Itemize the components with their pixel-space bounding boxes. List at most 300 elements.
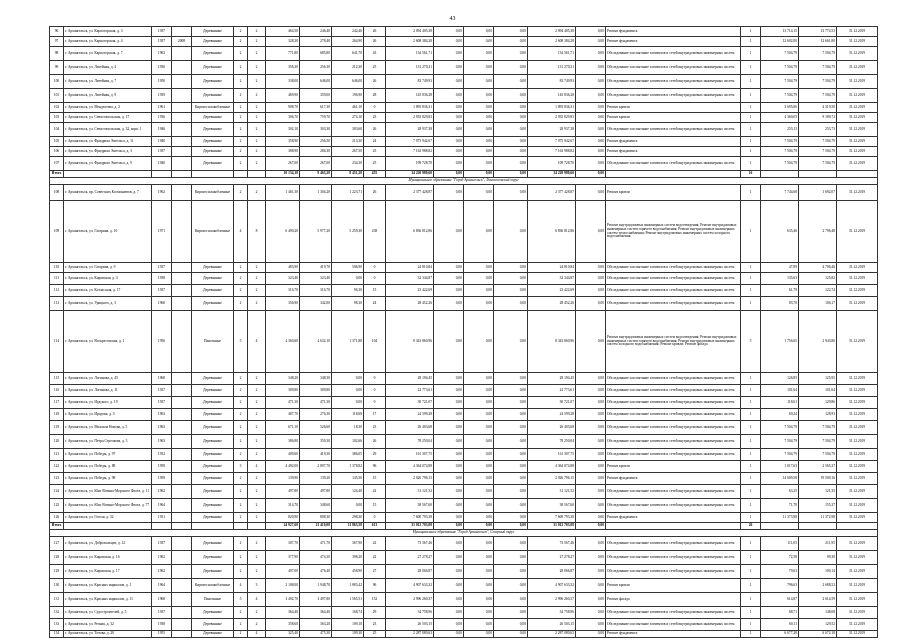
row-number-cell: 113: [50, 297, 64, 311]
total-area-cell: 820,90: [266, 513, 300, 523]
total-area-cell: 908,70: [266, 103, 300, 113]
owned-area-cell: 18,30: [332, 421, 364, 435]
other-funds-cell: 0,00: [576, 103, 606, 113]
federal-funds-cell: 0,00: [434, 619, 464, 631]
work-count-cell: 1: [741, 137, 761, 147]
total-area-cell: 487,70: [266, 409, 300, 421]
federal-funds-cell: 0,00: [434, 593, 464, 607]
floors-cell: 2: [234, 449, 248, 461]
year-built-cell: 1962: [152, 565, 172, 579]
entrances-cell: 2: [248, 397, 266, 409]
floors-cell: 2: [234, 409, 248, 421]
deadline-cell: 31.12.2019: [837, 537, 878, 551]
year-built-cell: 1950: [152, 75, 172, 89]
owner-funds-cell: 7 163 988,82: [528, 147, 576, 157]
floors-cell: [234, 523, 248, 530]
regional-funds-cell: 0,00: [464, 89, 494, 103]
residential-area-cell: 3 497,80: [300, 593, 332, 607]
total-cost-cell: 73 567,46: [386, 537, 434, 551]
year-rebuilt-cell: [172, 103, 192, 113]
unit-cost-cell: 60,11: [761, 619, 799, 631]
other-funds-cell: 0,00: [576, 485, 606, 499]
owned-area-cell: 506,90: [332, 263, 364, 273]
floors-cell: 2: [234, 185, 248, 201]
year-rebuilt-cell: [172, 461, 192, 473]
row-number-cell: Итого: [50, 523, 64, 530]
row-number-cell: 116: [50, 385, 64, 397]
residential-area-cell: 323,40: [300, 273, 332, 285]
work-count-cell: 5: [741, 311, 761, 373]
owned-area-cell: 646,00: [332, 75, 364, 89]
entrances-cell: 2: [248, 263, 266, 273]
municipal-funds-cell: 0,00: [494, 523, 528, 530]
federal-funds-cell: 0,00: [434, 297, 464, 311]
address-cell: г. Архангельск, ул. Кировская, д. 3: [64, 273, 152, 285]
year-rebuilt-cell: [172, 421, 192, 435]
work-count-cell: 1: [741, 113, 761, 123]
year-rebuilt-cell: [172, 113, 192, 123]
table-row: [50, 103, 878, 113]
year-built-cell: 1940: [152, 157, 172, 171]
wall-material-cell: Деревянные: [192, 473, 234, 485]
address-cell: г. Архангельск, ул. Литейная, д. 4: [64, 61, 152, 75]
municipal-funds-cell: 0,00: [494, 273, 528, 285]
federal-funds-cell: 0,00: [434, 263, 464, 273]
entrances-cell: 2: [248, 435, 266, 449]
entrances-cell: 2: [248, 409, 266, 421]
entrances-cell: 2: [248, 47, 266, 61]
work-type-cell: Ремонт кровли: [606, 185, 741, 201]
total-area-cell: 10 134,10: [266, 171, 300, 178]
address-cell: г. Архангельск, ул. Воскресенская, д. 1: [64, 311, 152, 373]
federal-funds-cell: 0,00: [434, 27, 464, 37]
federal-funds-cell: 0,00: [434, 421, 464, 435]
year-built-cell: 1937: [152, 385, 172, 397]
total-area-cell: 306,70: [266, 113, 300, 123]
owner-funds-cell: 109 728,70: [528, 157, 576, 171]
unit-cost-cell: 14 609,58: [761, 473, 799, 485]
table-row: [50, 157, 878, 171]
municipal-funds-cell: 0,00: [494, 499, 528, 513]
entrances-cell: 2: [248, 473, 266, 485]
federal-funds-cell: 0,00: [434, 473, 464, 485]
regional-funds-cell: 0,00: [464, 551, 494, 565]
work-count-cell: 1: [741, 147, 761, 157]
year-rebuilt-cell: [172, 123, 192, 137]
table-row: [50, 385, 878, 397]
owned-area-cell: 0,00: [332, 397, 364, 409]
floors-cell: 2: [234, 37, 248, 47]
residents-cell: 24: [364, 137, 386, 147]
work-count-cell: 16: [741, 171, 761, 178]
unit-cost-cell: 1 017,63: [761, 461, 799, 473]
other-funds-cell: 0,00: [576, 373, 606, 385]
other-funds-cell: 0,00: [576, 513, 606, 523]
total-area-cell: 4 492,00: [266, 461, 300, 473]
row-number-cell: 129: [50, 565, 64, 579]
federal-funds-cell: 0,00: [434, 485, 464, 499]
row-number-cell: 121: [50, 449, 64, 461]
owner-funds-cell: 24 810,84: [528, 263, 576, 273]
table-row: [50, 61, 878, 75]
municipal-funds-cell: 0,00: [494, 297, 528, 311]
work-count-cell: 1: [741, 185, 761, 201]
other-funds-cell: 0,00: [576, 537, 606, 551]
table-row: [50, 27, 878, 37]
floors-cell: 2: [234, 385, 248, 397]
owned-area-cell: 0,00: [332, 499, 364, 513]
residential-area-cell: 471,70: [300, 537, 332, 551]
unit-cost-cell: 79,63: [761, 565, 799, 579]
regional-funds-cell: 0,00: [464, 185, 494, 201]
federal-funds-cell: 0,00: [434, 89, 464, 103]
section-title: Муниципальное образование "Город Архангельск", Ломоносовский округ: [50, 178, 878, 185]
wall-material-cell: Деревянные: [192, 147, 234, 157]
work-count-cell: 1: [741, 103, 761, 113]
entrances-cell: 2: [248, 157, 266, 171]
residential-area-cell: 256,30: [300, 61, 332, 75]
regional-funds-cell: 0,00: [464, 37, 494, 47]
residents-cell: 0: [364, 373, 386, 385]
owned-area-cell: 1 565,51: [332, 593, 364, 607]
unit-cost-cell: 72,58: [761, 551, 799, 565]
deadline-cell: 31.12.2019: [837, 565, 878, 579]
address-cell: г. Архангельск, ул. Карпогорская, д. 4: [64, 37, 152, 47]
regional-funds-cell: 0,00: [464, 579, 494, 593]
unit-cost-cell: 61,79: [761, 285, 799, 297]
unit-cost-cell: 796,63: [761, 579, 799, 593]
table-row: [50, 499, 878, 513]
total-cost-cell: 2 026 796,15: [386, 473, 434, 485]
other-funds-cell: 0,00: [576, 385, 606, 397]
municipal-funds-cell: 0,00: [494, 113, 528, 123]
max-unit-cost-cell: 2 614,59: [799, 593, 837, 607]
work-count-cell: 1: [741, 593, 761, 607]
regional-funds-cell: 0,00: [464, 385, 494, 397]
owned-area-cell: 102,66: [332, 435, 364, 449]
work-type-cell: Обследование и испытание элементов и сетей внутридомовых инженерных систем: [606, 619, 741, 631]
max-unit-cost-cell: 7 504,79: [799, 61, 837, 75]
federal-funds-cell: 0,00: [434, 607, 464, 619]
residents-cell: 29: [364, 449, 386, 461]
total-cost-cell: 31 121,52: [386, 485, 434, 499]
total-cost-cell: 7 600 793,38: [386, 513, 434, 523]
table-row: [50, 485, 878, 499]
total-area-cell: 386,80: [266, 435, 300, 449]
unit-cost-cell: 11 373,98: [761, 513, 799, 523]
residential-area-cell: 497,80: [300, 485, 332, 499]
row-number-cell: 114: [50, 311, 64, 373]
year-rebuilt-cell: [172, 89, 192, 103]
year-built-cell: 1937: [152, 285, 172, 297]
unit-cost-cell: 126,85: [761, 373, 799, 385]
year-rebuilt-cell: [172, 551, 192, 565]
year-rebuilt-cell: [172, 201, 192, 263]
work-type-cell: Обследование и испытание элементов и сетей внутридомовых инженерных систем: [606, 157, 741, 171]
row-number-cell: 115: [50, 373, 64, 385]
municipal-funds-cell: 0,00: [494, 579, 528, 593]
address-cell: г. Архангельск, ул. Красных маршалов, д. 11: [64, 593, 152, 607]
owner-funds-cell: 28 937,38: [528, 123, 576, 137]
year-built-cell: 1962: [152, 551, 172, 565]
municipal-funds-cell: 0,00: [494, 147, 528, 157]
wall-material-cell: Деревянные: [192, 409, 234, 421]
max-unit-cost-cell: 121,35: [799, 485, 837, 499]
work-type-cell: Ремонт фасада: [606, 593, 741, 607]
residents-cell: 15: [364, 473, 386, 485]
owned-area-cell: 386,05: [332, 449, 364, 461]
deadline-cell: 31.12.2019: [837, 421, 878, 435]
year-rebuilt-cell: [172, 373, 192, 385]
work-type-cell: Обследование и испытание элементов и сетей внутридомовых инженерных систем: [606, 551, 741, 565]
year-built-cell: 1938: [152, 273, 172, 285]
floors-cell: 2: [234, 75, 248, 89]
municipal-funds-cell: 0,00: [494, 47, 528, 61]
total-cost-cell: 34 758,96: [386, 607, 434, 619]
regional-funds-cell: 0,00: [464, 499, 494, 513]
total-area-cell: 3 492,70: [266, 593, 300, 607]
year-rebuilt-cell: [172, 397, 192, 409]
deadline-cell: 31.12.2019: [837, 285, 878, 297]
year-built-cell: 1961: [152, 103, 172, 113]
year-built-cell: 1939: [152, 89, 172, 103]
floors-cell: 2: [234, 157, 248, 171]
deadline-cell: 31.12.2019: [837, 137, 878, 147]
entrances-cell: 2: [248, 485, 266, 499]
max-unit-cost-cell: 99,30: [799, 551, 837, 565]
municipal-funds-cell: 0,00: [494, 103, 528, 113]
work-count-cell: 1: [741, 461, 761, 473]
residential-area-cell: 646,00: [300, 75, 332, 89]
total-area-cell: 483,90: [266, 263, 300, 273]
residential-area-cell: 1 304,20: [300, 185, 332, 201]
work-count-cell: 26: [741, 523, 761, 530]
unit-cost-cell: 101,64: [761, 385, 799, 397]
floors-cell: 2: [234, 137, 248, 147]
other-funds-cell: 0,00: [576, 631, 606, 638]
work-type-cell: Обследование и испытание элементов и сетей внутридомовых инженерных систем: [606, 263, 741, 273]
total-area-cell: 302,10: [266, 123, 300, 137]
wall-material-cell: Деревянные: [192, 485, 234, 499]
entrances-cell: 2: [248, 37, 266, 47]
entrances-cell: 2: [248, 75, 266, 89]
entrances-cell: 4: [248, 631, 266, 638]
year-rebuilt-cell: [172, 409, 192, 421]
work-count-cell: 1: [741, 499, 761, 513]
max-unit-cost-cell: 125,82: [799, 273, 837, 285]
residents-cell: 17: [364, 409, 386, 421]
unit-cost-cell: [761, 171, 799, 178]
address-cell: г. Архангельск, ул. Гагарина, д. 9: [64, 263, 152, 273]
deadline-cell: 31.12.2019: [837, 385, 878, 397]
year-rebuilt-cell: [172, 499, 192, 513]
floors-cell: 2: [234, 103, 248, 113]
work-type-cell: Обследование и испытание элементов и сетей внутридомовых инженерных систем: [606, 435, 741, 449]
work-count-cell: 1: [741, 631, 761, 638]
table-row: [50, 607, 878, 619]
row-number-cell: 118: [50, 409, 64, 421]
work-type-cell: Обследование и испытание элементов и сетей внутридомовых инженерных систем: [606, 385, 741, 397]
other-funds-cell: 0,00: [576, 297, 606, 311]
entrances-cell: 3: [248, 579, 266, 593]
wall-material-cell: Деревянные: [192, 89, 234, 103]
federal-funds-cell: 0,00: [434, 311, 464, 373]
address-cell: г. Архангельск, ул. Кировская, д. 16: [64, 551, 152, 565]
total-area-cell: 139,90: [266, 473, 300, 485]
total-cost-cell: 28 194,45: [386, 373, 434, 385]
unit-cost-cell: 7 504,79: [761, 435, 799, 449]
federal-funds-cell: 0,00: [434, 579, 464, 593]
year-rebuilt-cell: 2008: [172, 37, 192, 47]
work-type-cell: Ремонт кровли: [606, 113, 741, 123]
entrances-cell: 2: [248, 123, 266, 137]
total-cost-cell: 134 561,71: [386, 47, 434, 61]
table-row: [50, 75, 878, 89]
owner-funds-cell: 1 895 836,31: [528, 103, 576, 113]
municipal-funds-cell: 0,00: [494, 461, 528, 473]
table-row: [50, 273, 878, 285]
entrances-cell: [248, 171, 266, 178]
owned-area-cell: 124,40: [332, 485, 364, 499]
work-type-cell: Обследование и испытание элементов и сетей внутридомовых инженерных систем: [606, 61, 741, 75]
deadline-cell: 31.12.2019: [837, 37, 878, 47]
owned-area-cell: 242,46: [332, 27, 364, 37]
municipal-funds-cell: 0,00: [494, 263, 528, 273]
owned-area-cell: 168,74: [332, 607, 364, 619]
total-area-cell: 358,60: [266, 619, 300, 631]
regional-funds-cell: 0,00: [464, 171, 494, 178]
work-type-cell: Обследование и испытание элементов и сетей внутридомовых инженерных систем: [606, 565, 741, 579]
total-cost-cell: 2 935 829,83: [386, 113, 434, 123]
owner-funds-cell: 26 503,15: [528, 619, 576, 631]
owned-area-cell: 0,00: [332, 373, 364, 385]
work-count-cell: 1: [741, 47, 761, 61]
address-cell: г. Архангельск, ул. Юнг Военно-Морского Флота, д. 77: [64, 499, 152, 513]
work-count-cell: 1: [741, 201, 761, 263]
municipal-funds-cell: 0,00: [494, 607, 528, 619]
regional-funds-cell: 0,00: [464, 565, 494, 579]
year-built-cell: 1964: [152, 579, 172, 593]
max-unit-cost-cell: 7 504,79: [799, 47, 837, 61]
table-row: [50, 579, 878, 593]
work-type-cell: Ремонт кровли: [606, 579, 741, 593]
work-type-cell: Обследование и испытание элементов и сетей внутридомовых инженерных систем: [606, 537, 741, 551]
floors-cell: 2: [234, 147, 248, 157]
municipal-funds-cell: 0,00: [494, 397, 528, 409]
federal-funds-cell: 0,00: [434, 385, 464, 397]
entrances-cell: 2: [248, 285, 266, 297]
regional-funds-cell: 0,00: [464, 123, 494, 137]
deadline-cell: 31.12.2019: [837, 157, 878, 171]
deadline-cell: 31.12.2019: [837, 409, 878, 421]
max-unit-cost-cell: 7 504,79: [799, 89, 837, 103]
entrances-cell: 2: [248, 297, 266, 311]
other-funds-cell: 0,00: [576, 499, 606, 513]
regional-funds-cell: 0,00: [464, 619, 494, 631]
year-rebuilt-cell: [172, 485, 192, 499]
year-rebuilt-cell: [172, 579, 192, 593]
municipal-funds-cell: 0,00: [494, 201, 528, 263]
federal-funds-cell: 0,00: [434, 373, 464, 385]
entrances-cell: 2: [248, 61, 266, 75]
municipal-funds-cell: 0,00: [494, 551, 528, 565]
residential-area-cell: 303,30: [300, 123, 332, 137]
row-number-cell: 101: [50, 89, 64, 103]
residential-area-cell: 363,20: [300, 619, 332, 631]
floors-cell: 2: [234, 607, 248, 619]
regional-funds-cell: 0,00: [464, 297, 494, 311]
row-number-cell: 131: [50, 593, 64, 607]
table-row: [50, 89, 878, 103]
wall-material-cell: Деревянные: [192, 397, 234, 409]
work-type-cell: Обследование и испытание элементов и сетей внутридомовых инженерных систем: [606, 47, 741, 61]
total-cost-cell: 22 773,61: [386, 385, 434, 397]
other-funds-cell: 0,00: [576, 171, 606, 178]
table-row: [50, 565, 878, 579]
year-rebuilt-cell: [172, 147, 192, 157]
row-number-cell: 97: [50, 37, 64, 47]
entrances-cell: 4: [248, 593, 266, 607]
regional-funds-cell: 0,00: [464, 61, 494, 75]
address-cell: г. Архангельск, ул. Литейная, д. 7: [64, 75, 152, 89]
deadline-cell: 31.12.2019: [837, 499, 878, 513]
deadline-cell: 31.12.2019: [837, 619, 878, 631]
total-cost-cell: 7 075 942,67: [386, 137, 434, 147]
residents-cell: 26: [364, 27, 386, 37]
owned-area-cell: 398,20: [332, 551, 364, 565]
regional-funds-cell: 0,00: [464, 537, 494, 551]
total-row: [50, 171, 878, 178]
federal-funds-cell: 0,00: [434, 113, 464, 123]
wall-material-cell: Деревянные: [192, 61, 234, 75]
deadline-cell: 31.12.2019: [837, 113, 878, 123]
other-funds-cell: 0,00: [576, 61, 606, 75]
wall-material-cell: Деревянные: [192, 461, 234, 473]
deadline-cell: [837, 523, 878, 530]
owner-funds-cell: 34 220 980,60: [528, 171, 576, 178]
work-count-cell: 1: [741, 537, 761, 551]
residential-area-cell: 276,30: [300, 409, 332, 421]
year-built-cell: 1932: [152, 449, 172, 461]
address-cell: г. Архангельск, ул. Карпогорская, д. 7: [64, 47, 152, 61]
unit-cost-cell: 135,63: [761, 273, 799, 285]
floors-cell: 5: [234, 311, 248, 373]
wall-material-cell: Деревянные: [192, 47, 234, 61]
floors-cell: 2: [234, 435, 248, 449]
year-rebuilt-cell: [172, 137, 192, 147]
wall-material-cell: Деревянные: [192, 513, 234, 523]
year-rebuilt-cell: [172, 593, 192, 607]
residents-cell: 29: [364, 607, 386, 619]
residential-area-cell: 471,30: [300, 397, 332, 409]
regional-funds-cell: 0,00: [464, 461, 494, 473]
wall-material-cell: Кирпич шлакоблочные: [192, 103, 234, 113]
address-cell: г. Архангельск, ул. Михаила Новова, д. 5: [64, 421, 152, 435]
row-number-cell: 125: [50, 499, 64, 513]
wall-material-cell: Деревянные: [192, 631, 234, 638]
owner-funds-cell: 8 343 860,96: [528, 311, 576, 373]
residents-cell: 152: [364, 593, 386, 607]
address-cell: г. Архангельск, ул. Котласская, д. 17: [64, 285, 152, 297]
residential-area-cell: 526,60: [300, 421, 332, 435]
total-cost-cell: 31 012 703,08: [386, 523, 434, 530]
year-rebuilt-cell: [172, 513, 192, 523]
municipal-funds-cell: 0,00: [494, 409, 528, 421]
floors-cell: 4: [234, 201, 248, 263]
total-cost-cell: 2 287 080,63: [386, 631, 434, 638]
total-area-cell: 2 108,00: [266, 579, 300, 593]
entrances-cell: 2: [248, 551, 266, 565]
